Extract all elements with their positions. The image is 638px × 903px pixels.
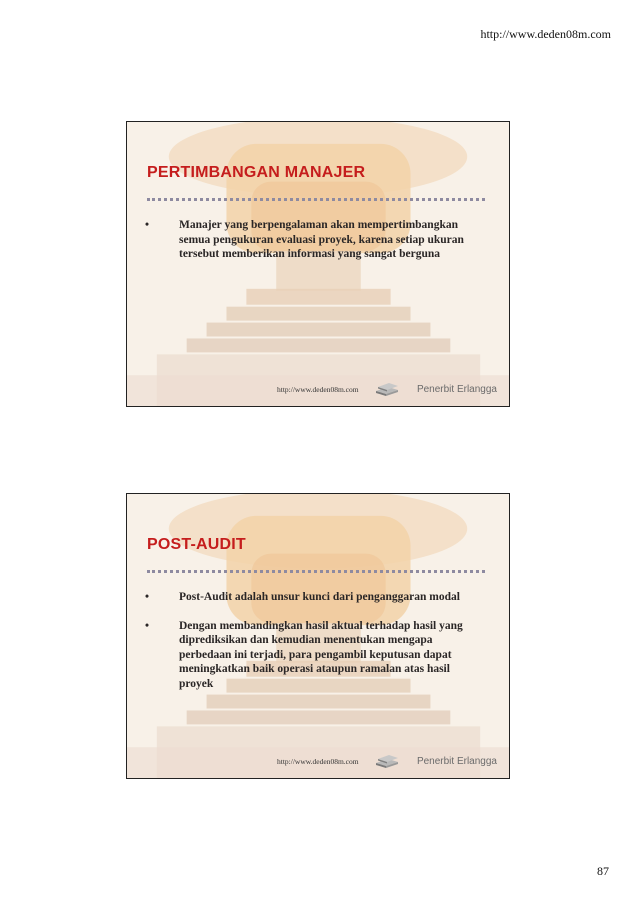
slide-footer-url: http://www.deden08m.com <box>277 757 359 766</box>
slide-title: POST-AUDIT <box>147 536 246 553</box>
books-icon <box>374 753 400 769</box>
books-icon <box>374 381 400 397</box>
page-header-url: http://www.deden08m.com <box>480 27 611 41</box>
bullet-item <box>145 619 485 692</box>
bullet-marker: • <box>145 619 150 632</box>
bullet-text: Manajer yang berpengalaman akan mempertimbangkan semua pengukuran evaluasi proyek, karena setiap ukuran tersebut memberikan informasi yang sangat berguna <box>179 219 464 260</box>
slide-title: PERTIMBANGAN MANAJER <box>147 164 366 181</box>
page-number: 87 <box>597 864 609 878</box>
slide-post-audit <box>126 493 510 779</box>
title-divider <box>147 570 485 573</box>
bullet-item <box>145 218 485 262</box>
publisher-label: Penerbit Erlangga <box>416 384 497 395</box>
bullet-list <box>145 218 485 276</box>
bullet-text: Dengan membandingkan hasil aktual terhadap hasil yang diprediksikan dan kemudian menentukan mengapa perbedaan ini terjadi, para pengambil keputusan dapat meningkatkan baik operasi ataupun ramalan atas hasil proyek <box>179 619 463 690</box>
bullet-text: Post-Audit adalah unsur kunci dari penganggaran modal <box>179 591 460 603</box>
bullet-list <box>145 590 485 705</box>
publisher-label: Penerbit Erlangga <box>416 756 497 767</box>
title-divider <box>147 198 485 201</box>
bullet-item <box>145 590 485 605</box>
slide-footer-url: http://www.deden08m.com <box>277 385 359 394</box>
bullet-marker: • <box>145 219 150 231</box>
slide-pertimbangan-manajer <box>126 121 510 407</box>
bullet-marker: • <box>145 591 150 603</box>
